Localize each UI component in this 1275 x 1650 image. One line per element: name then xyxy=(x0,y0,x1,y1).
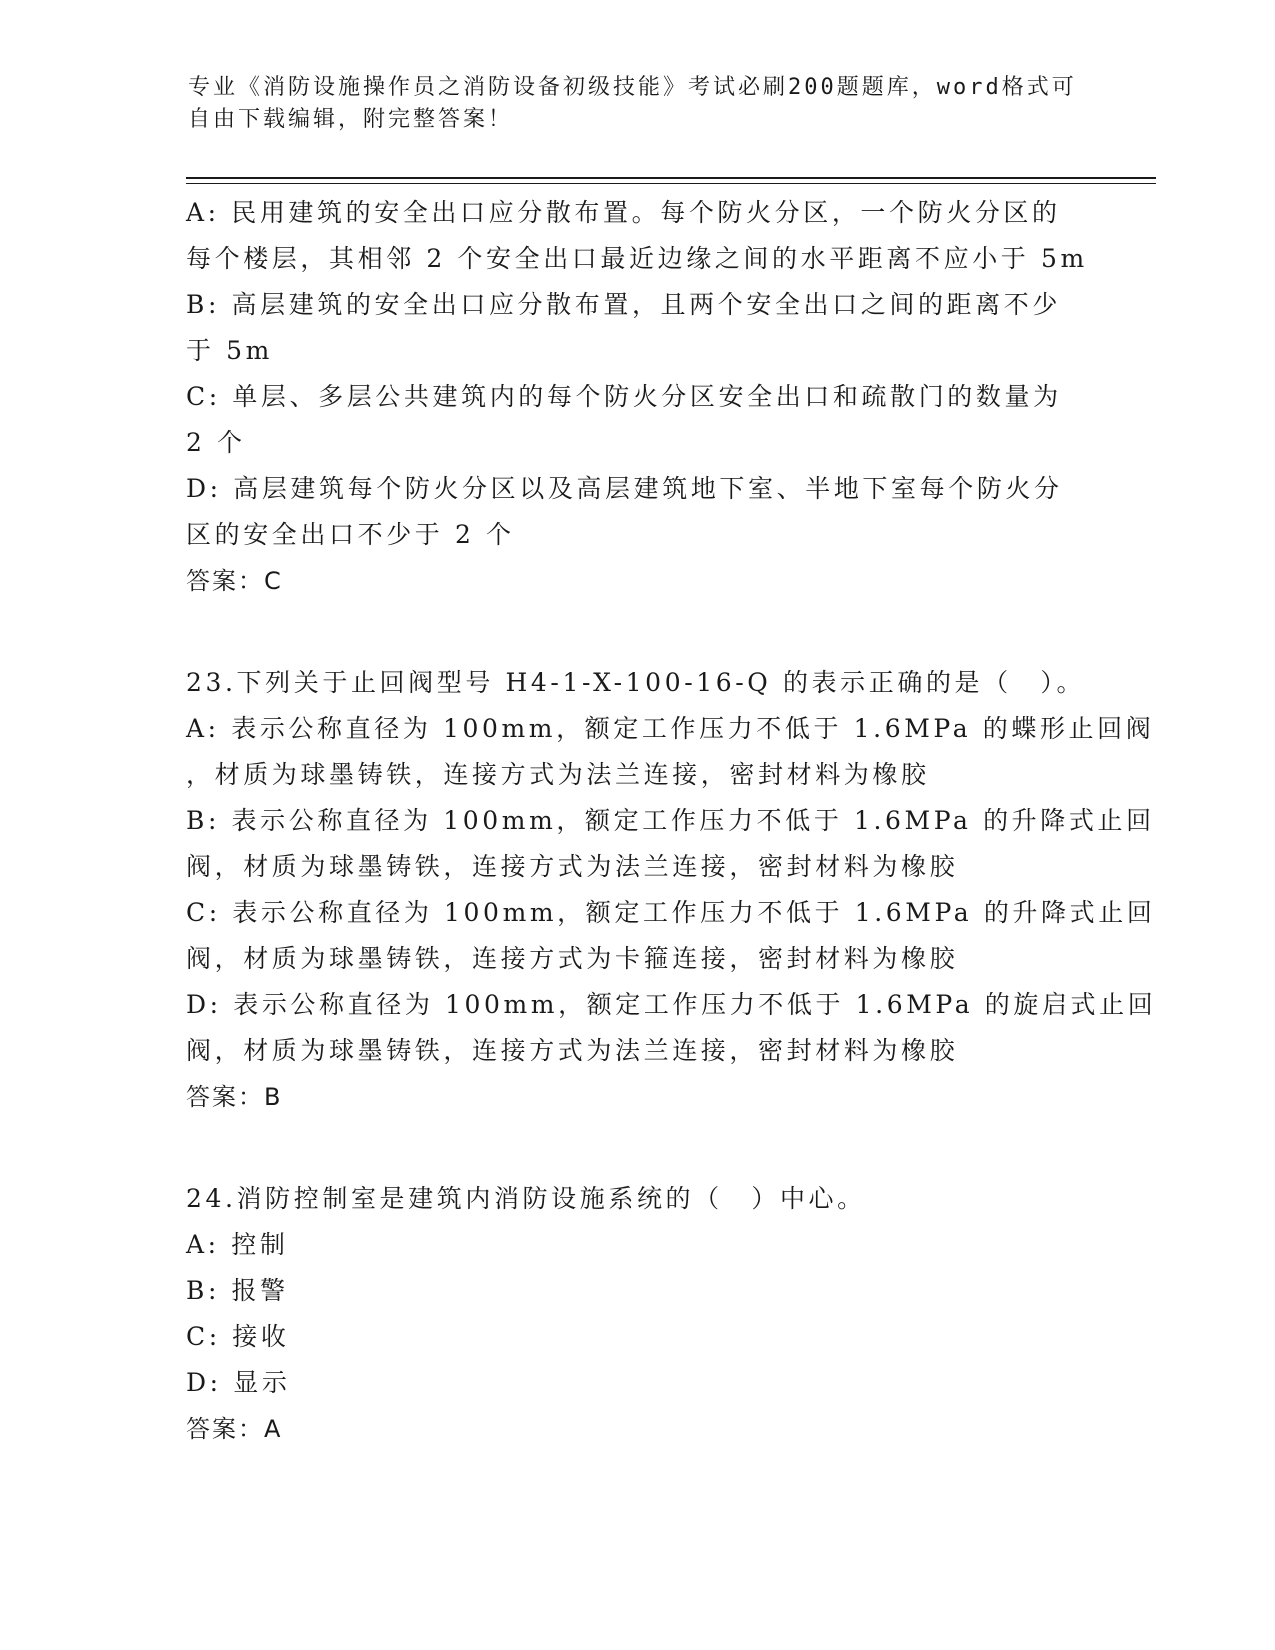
q24-option-line: C: 接收 xyxy=(186,1322,290,1351)
q22-option-line: D: 高层建筑每个防火分区以及高层建筑地下室、半地下室每个防火分 xyxy=(186,474,1063,503)
q22-option-line: 每个楼层，其相邻 2 个安全出口最近边缘之间的水平距离不应小于 5m xyxy=(186,244,1088,273)
question-spacer xyxy=(186,604,1086,660)
question-22-block xyxy=(186,190,1086,604)
q23-option-line: D: 表示公称直径为 100mm，额定工作压力不低于 1.6MPa 的旋启式止回 xyxy=(186,990,1157,1019)
q22-option-line: B: 高层建筑的安全出口应分散布置，且两个安全出口之间的距离不少 xyxy=(186,290,1061,319)
header-divider-thick xyxy=(186,177,1156,179)
q23-option-line: ，材质为球墨铸铁，连接方式为法兰连接，密封材料为橡胶 xyxy=(186,760,930,789)
q23-option-line: 阀，材质为球墨铸铁，连接方式为卡箍连接，密封材料为橡胶 xyxy=(186,944,959,973)
q23-option-line: C: 表示公称直径为 100mm，额定工作压力不低于 1.6MPa 的升降式止回 xyxy=(186,898,1156,927)
question-23-block xyxy=(186,660,1157,1120)
q24-question: 24.消防控制室是建筑内消防设施系统的（ ）中心。 xyxy=(186,1184,866,1213)
q23-answer: 答案：B xyxy=(186,1083,283,1111)
q22-option-line: C: 单层、多层公共建筑内的每个防火分区安全出口和疏散门的数量为 xyxy=(186,382,1062,411)
question-24-block xyxy=(186,1176,1086,1452)
q22-option-line: A: 民用建筑的安全出口应分散布置。每个防火分区，一个防火分区的 xyxy=(186,198,1061,227)
question-content xyxy=(186,190,1157,1452)
q24-option-line: D: 显示 xyxy=(186,1368,291,1397)
header-divider-thin xyxy=(186,183,1156,184)
q24-option-line: A: 控制 xyxy=(186,1230,289,1259)
q23-option-line: A: 表示公称直径为 100mm，额定工作压力不低于 1.6MPa 的蝶形止回阀 xyxy=(186,714,1155,743)
q22-option-line: 2 个 xyxy=(186,428,246,457)
question-spacer xyxy=(186,1120,1086,1176)
document-header: 专业《消防设施操作员之消防设备初级技能》考试必刷200题题库，word格式可 自由下载编辑，附完整答案！ xyxy=(188,75,1077,132)
q23-option-line: B: 表示公称直径为 100mm，额定工作压力不低于 1.6MPa 的升降式止回 xyxy=(186,806,1155,835)
q23-option-line: 阀，材质为球墨铸铁，连接方式为法兰连接，密封材料为橡胶 xyxy=(186,852,959,881)
q22-option-line: 于 5m xyxy=(186,336,273,365)
q24-answer: 答案：A xyxy=(186,1415,283,1443)
q24-option-line: B: 报警 xyxy=(186,1276,289,1305)
q23-question: 23.下列关于止回阀型号 H4-1-X-100-16-Q 的表示正确的是（ ）。 xyxy=(186,668,1086,697)
q23-option-line: 阀，材质为球墨铸铁，连接方式为法兰连接，密封材料为橡胶 xyxy=(186,1036,959,1065)
q22-option-line: 区的安全出口不少于 2 个 xyxy=(186,520,515,549)
q22-answer: 答案：C xyxy=(186,567,283,595)
